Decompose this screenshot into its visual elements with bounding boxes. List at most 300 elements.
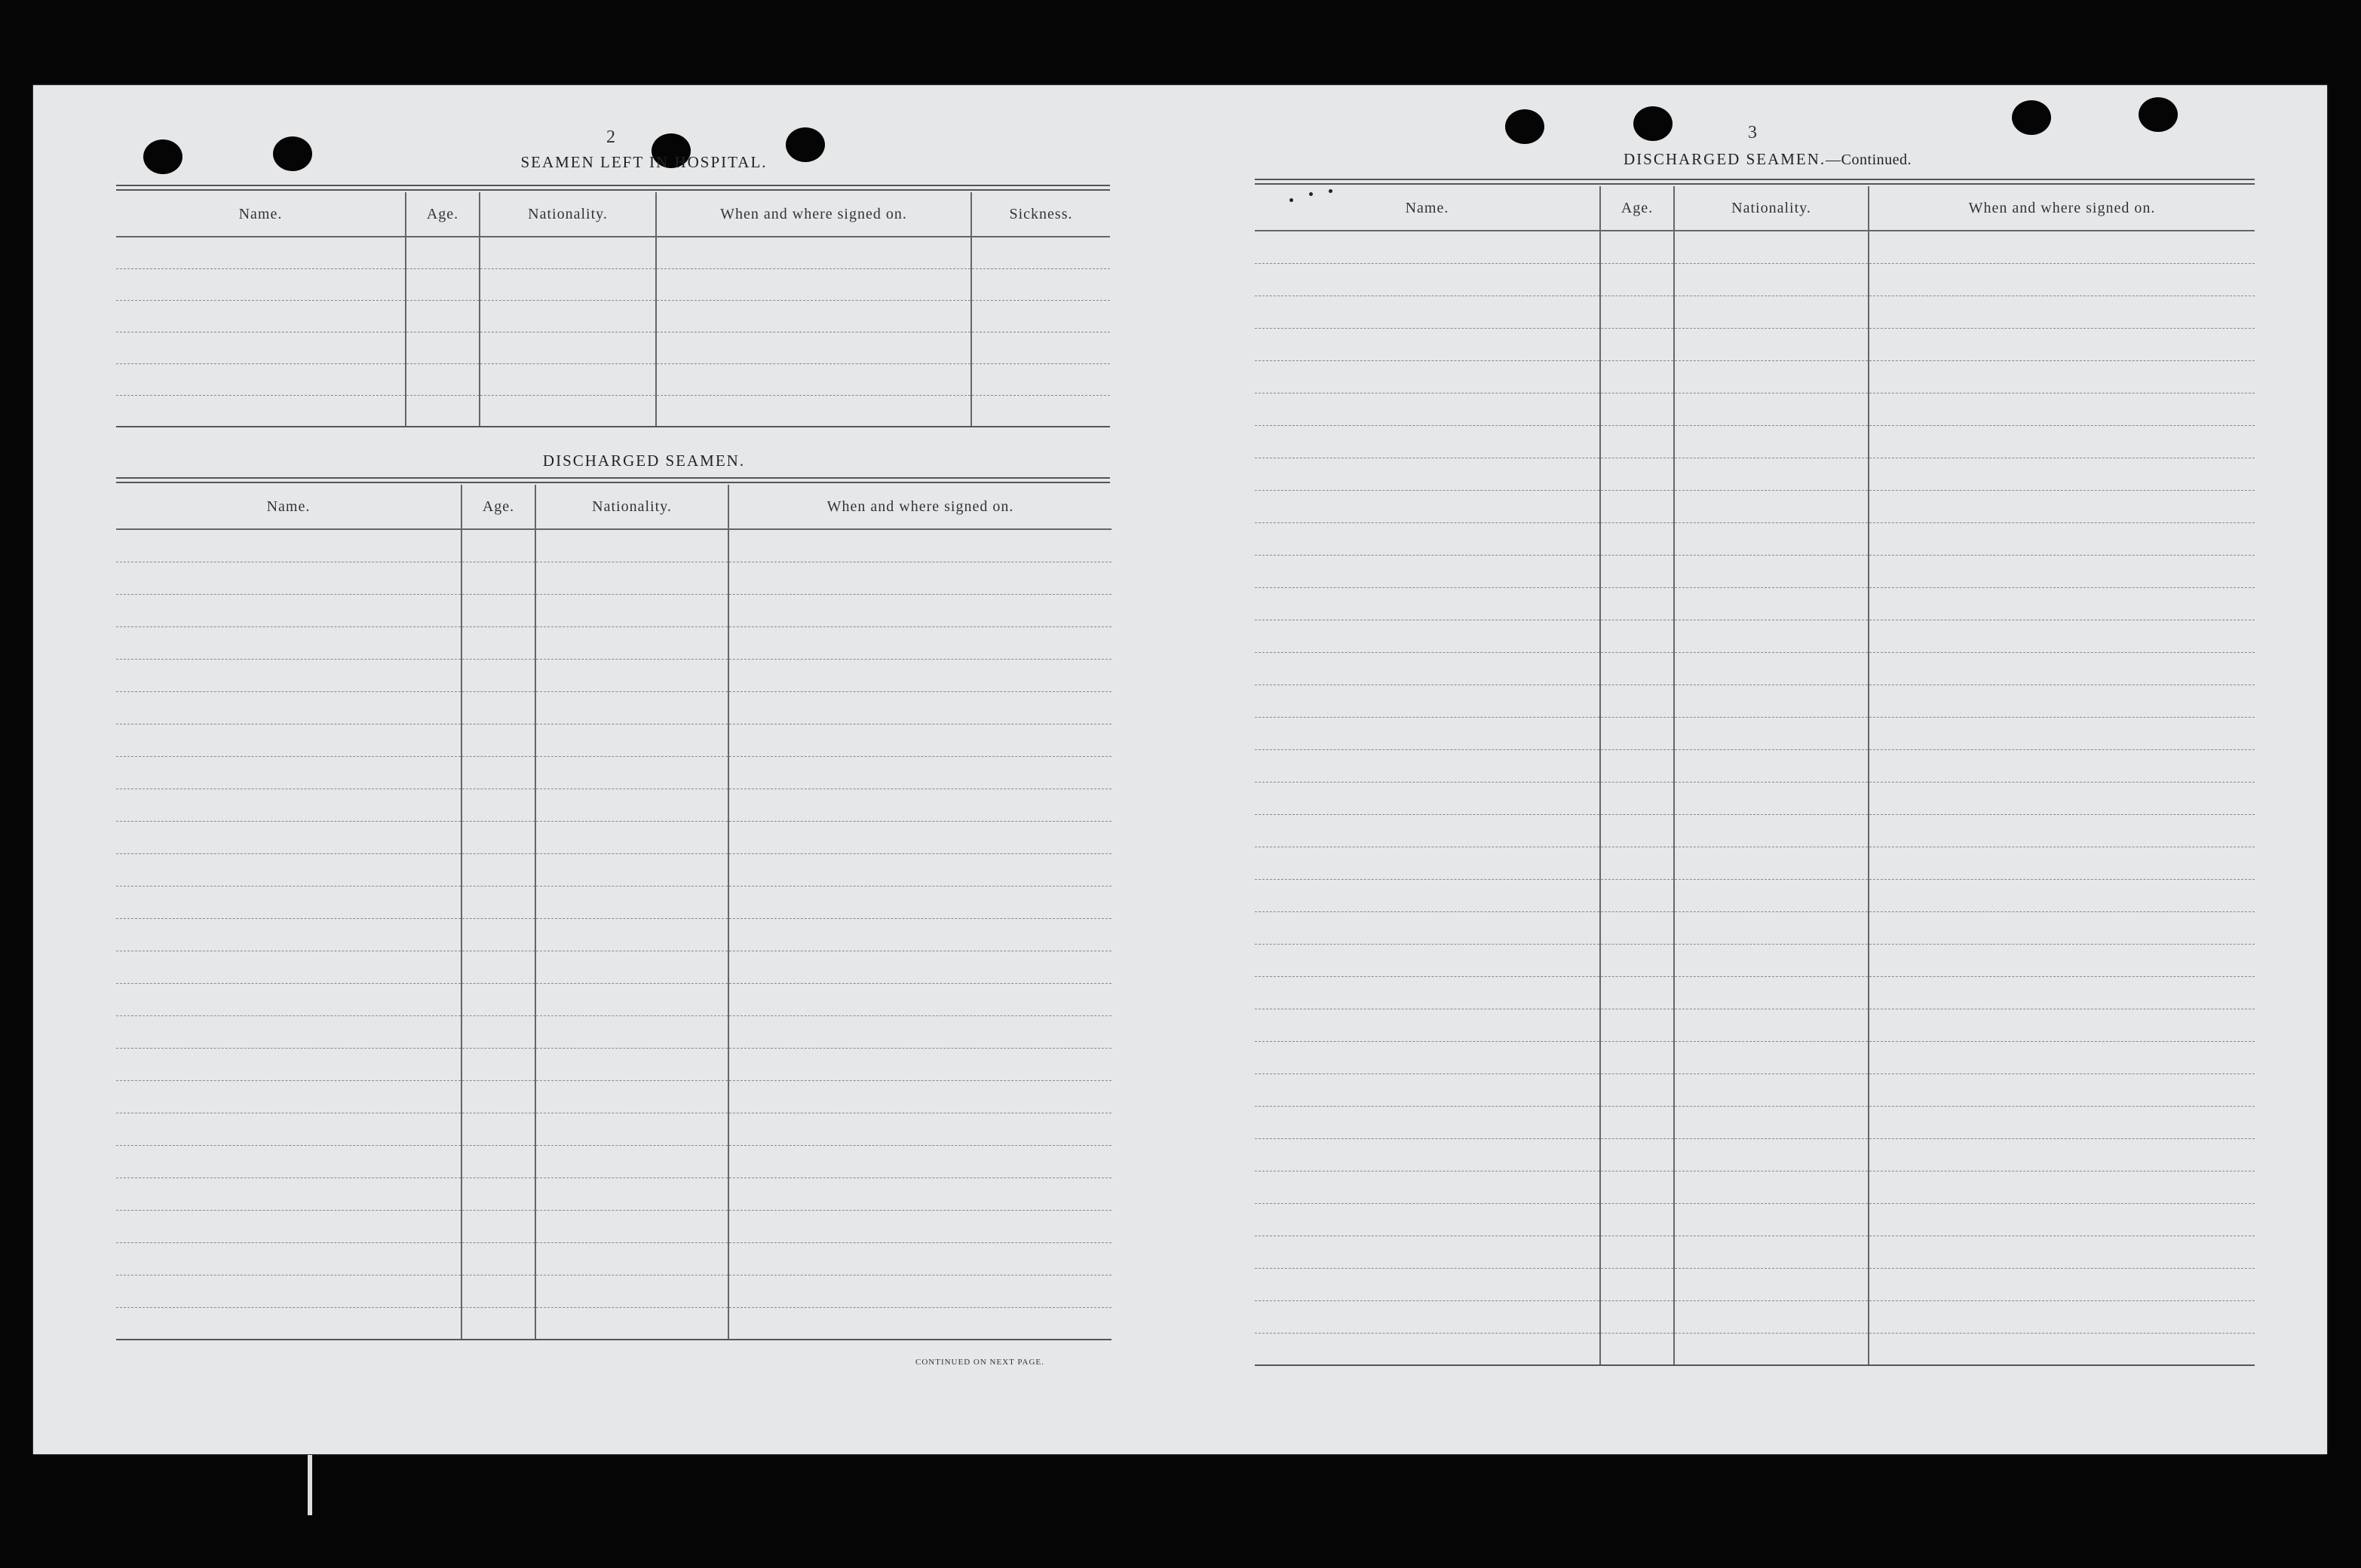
nationality-cell[interactable] (1674, 620, 1869, 652)
name-cell[interactable] (1255, 1300, 1600, 1333)
name-cell[interactable] (1255, 360, 1600, 393)
name-cell[interactable] (116, 821, 461, 853)
signed-on-cell[interactable] (728, 756, 1112, 789)
age-cell[interactable] (1600, 231, 1674, 263)
age-cell[interactable] (1600, 1106, 1674, 1138)
nationality-cell[interactable] (535, 951, 728, 983)
signed-on-cell[interactable] (728, 1178, 1112, 1210)
nationality-cell[interactable] (1674, 555, 1869, 587)
signed-on-cell[interactable] (1869, 587, 2255, 620)
discharged-continued-title (1556, 150, 1979, 169)
nationality-cell[interactable] (1674, 425, 1869, 458)
age-cell[interactable] (1600, 1171, 1674, 1203)
name-cell[interactable] (116, 529, 461, 562)
name-cell[interactable] (116, 562, 461, 594)
age-cell[interactable] (1600, 749, 1674, 782)
nationality-cell[interactable] (1674, 393, 1869, 425)
age-cell[interactable] (461, 691, 535, 724)
nationality-cell[interactable] (1674, 1009, 1869, 1041)
signed-on-cell[interactable] (728, 691, 1112, 724)
nationality-cell[interactable] (1674, 458, 1869, 490)
age-cell[interactable] (461, 1015, 535, 1048)
table-row (1255, 1333, 2255, 1365)
signed-on-cell[interactable] (728, 562, 1112, 594)
signed-on-cell[interactable] (1869, 1138, 2255, 1171)
signed-on-cell[interactable] (728, 853, 1112, 886)
table-row (116, 724, 1112, 756)
name-cell[interactable] (1255, 1171, 1600, 1203)
age-cell[interactable] (1600, 458, 1674, 490)
nationality-cell[interactable] (1674, 587, 1869, 620)
signed-on-cell[interactable] (728, 529, 1112, 562)
age-cell[interactable] (1600, 717, 1674, 749)
name-cell[interactable] (1255, 458, 1600, 490)
age-cell[interactable] (461, 1145, 535, 1178)
signed-on-cell[interactable] (728, 724, 1112, 756)
column-header-nationality: Nationality. (535, 485, 728, 529)
signed-on-cell[interactable] (1869, 847, 2255, 879)
age-cell[interactable] (461, 1210, 535, 1242)
nationality-cell[interactable] (535, 1113, 728, 1145)
name-cell[interactable] (116, 1080, 461, 1113)
age-cell[interactable] (1600, 425, 1674, 458)
table-header-row (116, 485, 1112, 529)
nationality-cell[interactable] (1674, 1333, 1869, 1365)
name-cell[interactable] (1255, 847, 1600, 879)
name-cell[interactable] (116, 951, 461, 983)
signed-on-cell[interactable] (1869, 231, 2255, 263)
nationality-cell[interactable] (1674, 1268, 1869, 1300)
signed-on-cell[interactable] (1869, 555, 2255, 587)
signed-on-cell[interactable] (1869, 458, 2255, 490)
name-cell[interactable] (1255, 522, 1600, 555)
nationality-cell[interactable] (535, 821, 728, 853)
name-cell[interactable] (116, 1275, 461, 1307)
signed-on-cell[interactable] (1869, 879, 2255, 911)
table-row (1255, 976, 2255, 1009)
age-cell[interactable] (406, 300, 480, 332)
nationality-cell[interactable] (1674, 360, 1869, 393)
name-cell[interactable] (116, 626, 461, 659)
signed-on-cell[interactable] (1869, 263, 2255, 296)
signed-on-cell[interactable] (1869, 1333, 2255, 1365)
age-cell[interactable] (1600, 847, 1674, 879)
age-cell[interactable] (461, 659, 535, 691)
signed-on-cell[interactable] (728, 886, 1112, 918)
hospital-section-title: SEAMEN LEFT IN HOSPITAL. (520, 153, 768, 171)
nationality-cell[interactable] (1674, 911, 1869, 944)
name-cell[interactable] (116, 1113, 461, 1145)
table-row (116, 594, 1112, 626)
age-cell[interactable] (461, 951, 535, 983)
age-cell[interactable] (1600, 1203, 1674, 1236)
sickness-cell[interactable] (971, 237, 1110, 268)
signed-on-cell[interactable] (1869, 1073, 2255, 1106)
name-cell[interactable] (1255, 1041, 1600, 1073)
signed-on-cell[interactable] (1869, 522, 2255, 555)
table-row (1255, 814, 2255, 847)
age-cell[interactable] (461, 983, 535, 1015)
age-cell[interactable] (1600, 328, 1674, 360)
table-row (116, 395, 1110, 427)
age-cell[interactable] (461, 918, 535, 951)
age-cell[interactable] (1600, 296, 1674, 328)
age-cell[interactable] (1600, 1300, 1674, 1333)
signed-on-cell[interactable] (1869, 620, 2255, 652)
signed-on-cell[interactable] (1869, 1041, 2255, 1073)
nationality-cell[interactable] (480, 300, 656, 332)
nationality-cell[interactable] (535, 853, 728, 886)
age-cell[interactable] (461, 789, 535, 821)
age-cell[interactable] (1600, 1041, 1674, 1073)
name-cell[interactable] (1255, 328, 1600, 360)
age-cell[interactable] (406, 237, 480, 268)
nationality-cell[interactable] (535, 1015, 728, 1048)
signed-on-cell[interactable] (1869, 782, 2255, 814)
age-cell[interactable] (1600, 263, 1674, 296)
name-cell[interactable] (116, 1145, 461, 1178)
name-cell[interactable] (1255, 976, 1600, 1009)
nationality-cell[interactable] (1674, 1041, 1869, 1073)
age-cell[interactable] (1600, 587, 1674, 620)
sickness-cell[interactable] (971, 268, 1110, 300)
table-header-row (116, 192, 1110, 237)
age-cell[interactable] (461, 886, 535, 918)
signed-on-cell[interactable] (728, 951, 1112, 983)
nationality-cell[interactable] (480, 332, 656, 363)
nationality-cell[interactable] (1674, 1236, 1869, 1268)
name-cell[interactable] (1255, 749, 1600, 782)
signed-on-cell[interactable] (1869, 328, 2255, 360)
column-header-nationality: Nationality. (1674, 186, 1869, 231)
nationality-cell[interactable] (1674, 814, 1869, 847)
table-row (1255, 1106, 2255, 1138)
age-cell[interactable] (461, 1242, 535, 1275)
age-cell[interactable] (1600, 393, 1674, 425)
nationality-cell[interactable] (1674, 263, 1869, 296)
signed-on-cell[interactable] (1869, 1106, 2255, 1138)
nationality-cell[interactable] (1674, 1203, 1869, 1236)
nationality-cell[interactable] (535, 626, 728, 659)
sickness-cell[interactable] (971, 395, 1110, 427)
signed-on-cell[interactable] (656, 363, 971, 395)
signed-on-cell[interactable] (1869, 1268, 2255, 1300)
nationality-cell[interactable] (535, 756, 728, 789)
name-cell[interactable] (116, 594, 461, 626)
signed-on-cell[interactable] (1869, 1203, 2255, 1236)
name-cell[interactable] (1255, 911, 1600, 944)
signed-on-cell[interactable] (1869, 717, 2255, 749)
sickness-cell[interactable] (971, 363, 1110, 395)
age-cell[interactable] (1600, 1138, 1674, 1171)
nationality-cell[interactable] (1674, 749, 1869, 782)
signed-on-cell[interactable] (1869, 1009, 2255, 1041)
column-header-age: Age. (1600, 186, 1674, 231)
age-cell[interactable] (1600, 360, 1674, 393)
nationality-cell[interactable] (1674, 652, 1869, 684)
name-cell[interactable] (1255, 944, 1600, 976)
signed-on-cell[interactable] (1869, 1300, 2255, 1333)
table-row (116, 529, 1112, 562)
nationality-cell[interactable] (535, 1048, 728, 1080)
name-cell[interactable] (116, 886, 461, 918)
table-row (116, 1015, 1112, 1048)
nationality-cell[interactable] (535, 691, 728, 724)
age-cell[interactable] (461, 1113, 535, 1145)
age-cell[interactable] (1600, 976, 1674, 1009)
age-cell[interactable] (461, 1080, 535, 1113)
name-cell[interactable] (116, 659, 461, 691)
age-cell[interactable] (406, 332, 480, 363)
nationality-cell[interactable] (1674, 684, 1869, 717)
nationality-cell[interactable] (1674, 1171, 1869, 1203)
nationality-cell[interactable] (535, 659, 728, 691)
signed-on-cell[interactable] (656, 237, 971, 268)
nationality-cell[interactable] (535, 594, 728, 626)
name-cell[interactable] (1255, 296, 1600, 328)
age-cell[interactable] (461, 594, 535, 626)
age-cell[interactable] (461, 821, 535, 853)
name-cell[interactable] (1255, 1268, 1600, 1300)
signed-on-cell[interactable] (728, 1113, 1112, 1145)
name-cell[interactable] (1255, 1236, 1600, 1268)
table-row (116, 237, 1110, 268)
nationality-cell[interactable] (1674, 1073, 1869, 1106)
table-row (1255, 490, 2255, 522)
signed-on-cell[interactable] (1869, 976, 2255, 1009)
age-cell[interactable] (1600, 652, 1674, 684)
name-cell[interactable] (1255, 425, 1600, 458)
age-cell[interactable] (461, 756, 535, 789)
nationality-cell[interactable] (535, 1080, 728, 1113)
nationality-cell[interactable] (535, 1307, 728, 1340)
age-cell[interactable] (461, 1275, 535, 1307)
name-cell[interactable] (1255, 393, 1600, 425)
age-cell[interactable] (1600, 1333, 1674, 1365)
nationality-cell[interactable] (1674, 717, 1869, 749)
name-cell[interactable] (116, 756, 461, 789)
nationality-cell[interactable] (1674, 1300, 1869, 1333)
nationality-cell[interactable] (535, 529, 728, 562)
name-cell[interactable] (116, 1048, 461, 1080)
nationality-cell[interactable] (480, 395, 656, 427)
nationality-cell[interactable] (480, 363, 656, 395)
name-cell[interactable] (1255, 814, 1600, 847)
name-cell[interactable] (1255, 555, 1600, 587)
name-cell[interactable] (1255, 1106, 1600, 1138)
signed-on-cell[interactable] (1869, 425, 2255, 458)
signed-on-cell[interactable] (1869, 814, 2255, 847)
nationality-cell[interactable] (1674, 296, 1869, 328)
age-cell[interactable] (461, 1048, 535, 1080)
age-cell[interactable] (461, 853, 535, 886)
age-cell[interactable] (1600, 1236, 1674, 1268)
table-row (116, 886, 1112, 918)
signed-on-cell[interactable] (1869, 490, 2255, 522)
age-cell[interactable] (461, 529, 535, 562)
nationality-cell[interactable] (535, 1210, 728, 1242)
signed-on-cell[interactable] (728, 1080, 1112, 1113)
age-cell[interactable] (461, 1307, 535, 1340)
age-cell[interactable] (1600, 814, 1674, 847)
nationality-cell[interactable] (480, 237, 656, 268)
name-cell[interactable] (116, 395, 406, 427)
age-cell[interactable] (406, 268, 480, 300)
nationality-cell[interactable] (1674, 522, 1869, 555)
name-cell[interactable] (116, 1210, 461, 1242)
name-cell[interactable] (116, 983, 461, 1015)
signed-on-cell[interactable] (728, 1048, 1112, 1080)
age-cell[interactable] (461, 724, 535, 756)
age-cell[interactable] (1600, 782, 1674, 814)
signed-on-cell[interactable] (728, 983, 1112, 1015)
signed-on-cell[interactable] (1869, 911, 2255, 944)
name-cell[interactable] (116, 1178, 461, 1210)
name-cell[interactable] (116, 691, 461, 724)
nationality-cell[interactable] (1674, 231, 1869, 263)
age-cell[interactable] (461, 626, 535, 659)
name-cell[interactable] (1255, 263, 1600, 296)
nationality-cell[interactable] (535, 789, 728, 821)
signed-on-cell[interactable] (1869, 684, 2255, 717)
name-cell[interactable] (1255, 879, 1600, 911)
name-cell[interactable] (1255, 490, 1600, 522)
name-cell[interactable] (116, 1015, 461, 1048)
name-cell[interactable] (1255, 1333, 1600, 1365)
age-cell[interactable] (1600, 620, 1674, 652)
age-cell[interactable] (1600, 1009, 1674, 1041)
table-row (1255, 1171, 2255, 1203)
age-cell[interactable] (406, 363, 480, 395)
signed-on-cell[interactable] (728, 1015, 1112, 1048)
signed-on-cell[interactable] (1869, 393, 2255, 425)
table-row (1255, 425, 2255, 458)
name-cell[interactable] (116, 332, 406, 363)
nationality-cell[interactable] (1674, 490, 1869, 522)
age-cell[interactable] (1600, 1268, 1674, 1300)
signed-on-cell[interactable] (1869, 749, 2255, 782)
signed-on-cell[interactable] (728, 594, 1112, 626)
nationality-cell[interactable] (535, 918, 728, 951)
section-title-continued: —Continued. (1826, 152, 1912, 168)
name-cell[interactable] (116, 363, 406, 395)
signed-on-cell[interactable] (1869, 360, 2255, 393)
name-cell[interactable] (1255, 782, 1600, 814)
name-cell[interactable] (1255, 1073, 1600, 1106)
nationality-cell[interactable] (535, 886, 728, 918)
signed-on-cell[interactable] (728, 1145, 1112, 1178)
age-cell[interactable] (1600, 490, 1674, 522)
signed-on-cell[interactable] (656, 332, 971, 363)
signed-on-cell[interactable] (1869, 296, 2255, 328)
nationality-cell[interactable] (535, 724, 728, 756)
signed-on-cell[interactable] (1869, 1236, 2255, 1268)
name-cell[interactable] (1255, 620, 1600, 652)
signed-on-cell[interactable] (728, 626, 1112, 659)
name-cell[interactable] (116, 1242, 461, 1275)
table-row (116, 562, 1112, 594)
nationality-cell[interactable] (535, 1178, 728, 1210)
signed-on-cell[interactable] (728, 1307, 1112, 1340)
name-cell[interactable] (1255, 1138, 1600, 1171)
table-row (1255, 587, 2255, 620)
signed-on-cell[interactable] (1869, 652, 2255, 684)
age-cell[interactable] (1600, 879, 1674, 911)
signed-on-cell[interactable] (656, 300, 971, 332)
age-cell[interactable] (1600, 944, 1674, 976)
age-cell[interactable] (1600, 522, 1674, 555)
signed-on-cell[interactable] (728, 659, 1112, 691)
nationality-cell[interactable] (535, 1145, 728, 1178)
nationality-cell[interactable] (1674, 944, 1869, 976)
age-cell[interactable] (1600, 911, 1674, 944)
age-cell[interactable] (1600, 1073, 1674, 1106)
signed-on-cell[interactable] (656, 395, 971, 427)
age-cell[interactable] (1600, 684, 1674, 717)
name-cell[interactable] (116, 918, 461, 951)
name-cell[interactable] (116, 789, 461, 821)
page-number-left: 2 (606, 127, 615, 147)
name-cell[interactable] (1255, 1203, 1600, 1236)
name-cell[interactable] (1255, 587, 1600, 620)
nationality-cell[interactable] (535, 1275, 728, 1307)
sickness-cell[interactable] (971, 332, 1110, 363)
name-cell[interactable] (1255, 717, 1600, 749)
table-row (1255, 847, 2255, 879)
sickness-cell[interactable] (971, 300, 1110, 332)
name-cell[interactable] (116, 237, 406, 268)
nationality-cell[interactable] (1674, 1138, 1869, 1171)
table-row (116, 1210, 1112, 1242)
name-cell[interactable] (1255, 231, 1600, 263)
name-cell[interactable] (116, 300, 406, 332)
age-cell[interactable] (1600, 555, 1674, 587)
signed-on-cell[interactable] (1869, 1171, 2255, 1203)
nationality-cell[interactable] (1674, 976, 1869, 1009)
nationality-cell[interactable] (1674, 1106, 1869, 1138)
signed-on-cell[interactable] (656, 268, 971, 300)
name-cell[interactable] (116, 724, 461, 756)
age-cell[interactable] (461, 562, 535, 594)
nationality-cell[interactable] (1674, 879, 1869, 911)
nationality-cell[interactable] (535, 1242, 728, 1275)
name-cell[interactable] (1255, 1009, 1600, 1041)
signed-on-cell[interactable] (728, 1275, 1112, 1307)
age-cell[interactable] (406, 395, 480, 427)
name-cell[interactable] (116, 853, 461, 886)
nationality-cell[interactable] (535, 983, 728, 1015)
nationality-cell[interactable] (535, 562, 728, 594)
age-cell[interactable] (461, 1178, 535, 1210)
table-row (116, 789, 1112, 821)
signed-on-cell[interactable] (728, 918, 1112, 951)
signed-on-cell[interactable] (728, 1242, 1112, 1275)
name-cell[interactable] (1255, 652, 1600, 684)
table-row (116, 756, 1112, 789)
name-cell[interactable] (116, 268, 406, 300)
nationality-cell[interactable] (1674, 847, 1869, 879)
nationality-cell[interactable] (480, 268, 656, 300)
name-cell[interactable] (1255, 684, 1600, 717)
nationality-cell[interactable] (1674, 328, 1869, 360)
signed-on-cell[interactable] (728, 789, 1112, 821)
signed-on-cell[interactable] (728, 1210, 1112, 1242)
signed-on-cell[interactable] (1869, 944, 2255, 976)
nationality-cell[interactable] (1674, 782, 1869, 814)
signed-on-cell[interactable] (728, 821, 1112, 853)
name-cell[interactable] (116, 1307, 461, 1340)
table-row (1255, 231, 2255, 263)
